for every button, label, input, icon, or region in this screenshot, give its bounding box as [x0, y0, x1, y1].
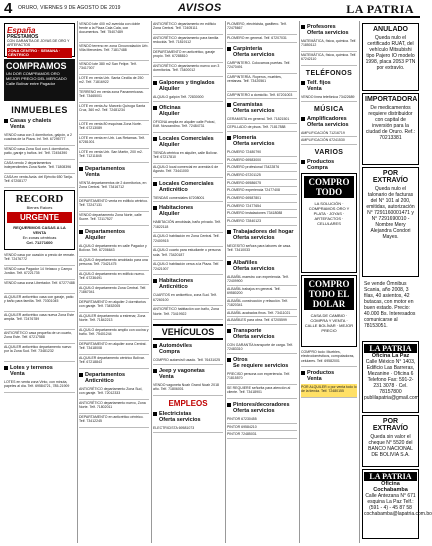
notice-body: Se vende Ómnibus Scania, año 2008, 3 filas, 40 asientos, 42 butacas, con motor en buen estado. Precio: 40.000 Bs. Interesados comunicarse al 78153051. — [364, 281, 416, 329]
classified-ad: VENDO terreno en zona Circunvalación Urb. Villa Mercedes. Telf. 71817488 — [79, 43, 149, 61]
bullet-square-icon — [301, 25, 305, 29]
office-name: Oficina La Paz — [371, 353, 410, 359]
bullet-square-icon — [79, 230, 83, 234]
classified-ad: ALQUILER anticrético casa con garaje, patio y baño para familia. Telf. 70301045 — [4, 294, 75, 312]
bullet-square-icon — [4, 119, 8, 123]
classified-ad: ALQUILER departamento céntrico Bolívar. Telf. 67218843 — [79, 355, 149, 369]
classified-ad: PLOMERO 72840123 — [227, 218, 297, 226]
classified-ad: PLOMERO 67201125 — [227, 172, 297, 180]
classified-ad: DEPARTAMENTO en alquiler 2 dormitorios con garaje. Telf. 73452005 — [79, 299, 149, 313]
classified-ad: VENDO casa Zona Sud con 4 dormitorios, patio, garaje y baños. Inf. Telf. 72454390 — [4, 146, 75, 160]
bullet-square-icon — [227, 136, 231, 140]
classified-ad: CASA en venta Avda. del Ejército 650 Tarija. Telf. 67208177 — [4, 174, 75, 188]
classified-ad: ANTICRÉTICO departamento Zona Sud, con garaje. Telf. 72012333 — [79, 386, 149, 400]
category-galpones-alquiler: Galpones y tinglados Alquiler — [153, 80, 223, 92]
classified-ad: ALBAÑIL construcción y refacción. Telf. 71820341 — [227, 298, 297, 310]
classified-ad: ALQUILO habitación cerca a la Plaza. Telf. 72421007 — [153, 261, 223, 275]
classified-ad: POR ALQUILER o por venta todo lo de la tienda. Telf. 72480155 — [301, 384, 357, 398]
category-locales-anticretico: Locales Comerciales Anticrético — [153, 181, 223, 193]
classified-ad: PRECISO persona con experiencia. Telf. 71815570 — [227, 371, 297, 385]
category-carpinteria: Carpintería Oferta servicios — [227, 46, 297, 58]
notice-importadora — [362, 93, 419, 165]
category-automoviles-compra: Automóviles Compra — [153, 343, 223, 355]
ad-compramos-oro[interactable] — [4, 59, 75, 101]
ad-line: UN DOR COMPRAMOS ORO — [6, 71, 60, 76]
ad-compro-todo[interactable] — [301, 173, 357, 273]
classified-ad: LOTE en venta en Urb. Las Retamas. Telf. 67281001 — [79, 135, 149, 149]
classified-ad: CON GARANTÍA transporte de carga. Telf. 72483310 — [227, 342, 297, 354]
classified-ad: TERRENO en venta zona Panamericana. Telf. 73465001 — [79, 89, 149, 103]
classified-ad: CARPINTERÍA. Roperos, muebles, ventanas. Telf. 73420561 — [227, 74, 297, 92]
classified-ad: ALQUILO departamento en calle Pagador y Bolívar. Telf. 67206643 — [79, 243, 149, 257]
classified-ad: ALQUILER anticrético casa nueva Zona Este amplia. Telf. 72476789 — [4, 312, 75, 330]
bullet-square-icon — [153, 182, 157, 186]
classified-ad: ALBAÑIL trabajos en general. Telf. 69580200 — [227, 286, 297, 298]
classified-ad: PINTOR 69584210 — [227, 424, 297, 432]
classified-ad: DEPARTAMENTO en anticrético, garaje propio. Telf. 67288810 — [153, 49, 223, 63]
record-logo: RECORD — [15, 193, 64, 205]
classified-ad: AMPLIFICACIÓN 67241530 — [301, 137, 357, 145]
classified-ad: ALBAÑIL maestro con experiencia. Telf. 72409900 — [227, 274, 297, 286]
ad-line: REQUERIMOS CASAS A LA VENTA — [13, 225, 66, 235]
bullet-square-icon — [153, 412, 157, 416]
ad-compro-dolar[interactable] — [301, 275, 357, 347]
category-profesores: Profesores Oferta servicios — [301, 24, 357, 36]
column-3 — [153, 21, 223, 544]
bullet-square-icon — [227, 103, 231, 107]
classified-ad: DEPARTAMENTO en anticrético céntrico. Telf. 73412245 — [79, 414, 149, 428]
ad-record-bienes-raices[interactable] — [4, 190, 75, 250]
classified-ad: COMPRO automóvil usado. Telf. 76431025 — [153, 357, 223, 365]
notice-anulado — [362, 23, 419, 91]
bullet-square-icon — [153, 344, 157, 348]
section-inmuebles: INMUEBLES — [11, 105, 68, 115]
section-musica: MÚSICA — [313, 105, 344, 113]
classified-ad: ALQUILO cuarto para estudiante o persona sola. Telf. 73420187 — [153, 247, 223, 261]
bullet-square-icon — [301, 81, 305, 85]
category-pintores: Pintores/decoradores Oferta servicios — [227, 402, 297, 414]
category-amplificadores: Amplificadores Oferta servicios — [301, 116, 357, 128]
bullet-square-icon — [227, 358, 231, 362]
classified-ad: PLOMERO en general. Telf. 67207031 — [227, 35, 297, 43]
classified-ad: ALBAÑIL acabados finos. Telf. 73411021 — [227, 310, 297, 318]
category-habitaciones-alquiler: Habitaciones Alquiler — [153, 205, 223, 217]
bullet-square-icon — [153, 369, 157, 373]
classified-ad: OFICINA amplia en alquiler calle Potosí, Edif. Novoandino. Telf. 72484731 — [153, 119, 223, 133]
newspaper-brand: LA PATRIA — [346, 2, 414, 16]
record-sub: Bienes Raíces — [26, 205, 53, 210]
bullet-square-icon — [227, 47, 231, 51]
bullet-square-icon — [4, 366, 8, 370]
classified-ad: DEPARTAMENTO venta en edificio céntrico. Telf. 72247131 — [79, 198, 149, 212]
bullet-square-icon — [227, 261, 231, 265]
notice-body: Queda nulo el talonario de facturas del N° 101 al 200, emitidas, autorización N° 7291160001471 y N° 7291690010 - Nombre Mery Alejandra Condori Mayes. — [366, 186, 415, 240]
office-name: Oficina Cochabamba — [373, 481, 408, 493]
classified-ad: LOTE en venta Urb. San Martín, 200 m2. Telf. 71211845 — [79, 149, 149, 163]
ad-line: PRESTAMOS — [7, 34, 39, 40]
classified-ad: VENDO departamento Zona Norte, calle Sucre. Telf. 72117527 — [79, 212, 149, 226]
classified-ad: ANTICRÉTICO habitación con baño, Zona Norte. Telf. 73419922 — [153, 306, 223, 320]
classified-ad: MATEMÁTICA, física, química. Telf. 67242110 — [301, 52, 357, 66]
office-details: Calle México N° 1403, Edificio Las Barreras, Mezanine · Oficina 6 Telefono Fax: 591-2-231 3078 · Cel. 78157800 publilapatria@gmail.com — [364, 359, 419, 401]
classified-ad: VENDO lote 400 m2 avenida con doble frente a la Plaza Cala Cala, con documentos. Telf. 75407489 — [79, 21, 149, 43]
category-jeep-venta: Jeep y vagonetas Venta — [153, 368, 223, 380]
classified-ad: ANTICRÉTICO departamento nuevo, Zona Norte. Telf. 71802011 — [79, 400, 149, 414]
classified-ad: PINTOR 72485031 — [227, 431, 297, 439]
category-otros: Otros Se requiere servicios — [227, 357, 297, 369]
classified-ad: ALQUILO departamento Zona Central. Telf. 71867041 — [79, 285, 149, 299]
notice-venta-omnibus — [362, 279, 419, 339]
classified-ad: PLOMERO 69586075 — [227, 180, 297, 188]
ad-title: COMPRO TODO — [304, 176, 354, 198]
ad-bar: ZONA CENTRO · SEMANA · CÉNTRICO — [7, 48, 72, 58]
bullet-square-icon — [301, 117, 305, 121]
notice-body: Queda nulo el certificado RUAT, del vehículo Mitsubishi tipo Pajero IO modelo 1998, placa 2053 PTN por extravío. — [365, 35, 416, 71]
section-varios: VARIOS — [314, 149, 344, 157]
category-trabajadores-hogar: Trabajadores del hogar Oferta servicios — [227, 229, 297, 241]
office-details: Calle Antezana N° 671 esquina La Paz Telf.: (591 - 4) - 45 87 58 cochabamba@lapatria.com.bo — [364, 493, 432, 517]
section-vehiculos: VEHÍCULOS — [153, 324, 223, 340]
category-departamentos-anticretico: Departamentos Anticrético — [79, 372, 149, 384]
classified-ad: ALQUILER anticrético departamento nuevo por la Zona Sud. Telf. 73481232 — [4, 344, 75, 362]
ad-phone: Cel. 71271600 — [26, 240, 53, 245]
la-patria-logo: LA PATRIA — [364, 344, 417, 353]
column-2 — [79, 21, 149, 544]
ad-line: MEJOR PRECIO DEL MERCADO — [6, 76, 67, 81]
bullet-square-icon — [227, 230, 231, 234]
ad-body: LA SOLUCIÓN · COMPRAMOS ORO Y PLATA · JOYAS · ARTEFACTOS · CELULARES — [308, 201, 350, 227]
page-header — [0, 0, 420, 18]
category-electricistas: Electricistas Oferta servicios — [153, 411, 223, 423]
category-departamentos-alquiler: Departamentos Alquiler — [79, 229, 149, 241]
classified-ad: DEPARTAMENTO en alquiler zona Central. Telf. 73418008 — [79, 341, 149, 355]
classified-ad: CARPINTERO. Colocamos puertas. Telf. 72470491 — [227, 60, 297, 74]
classified-ad: CASA vendo 2 departamentos independientes Zona Norte. Telf. 71808396 — [4, 160, 75, 174]
classified-ad: COMPRO todo: Muebles, electrodomésticos, computadoras, celulares. Telf. 69582001 — [301, 349, 357, 367]
bullet-square-icon — [79, 167, 83, 171]
bullet-square-icon — [153, 279, 157, 283]
classified-ad: TIENDAS comerciales 67208001 — [153, 195, 223, 203]
classified-ad: VENDO casa Pagador 14 Velasco y Campo Jordán. Telf. 67221735 — [4, 266, 75, 280]
classified-ad: VENDO casa con 3 dormitorios, galpón, a 2 cuadras de la Plaza. Inf. Telf. 67295777 — [4, 132, 75, 146]
ad-title: COMPRO TODO EL DOLAR — [304, 278, 354, 310]
bullet-square-icon — [153, 81, 157, 85]
bullet-square-icon — [227, 329, 231, 333]
ad-la-patria-la-paz — [362, 341, 419, 413]
category-productos-venta: Productos Venta — [301, 370, 357, 382]
classified-ad: ANTICRÉTICO departamento en edificio Zona Central. Telf. 72405111 — [153, 21, 223, 35]
classified-ad: ALQUILO departamento amplio con cocina y baño. Telf. 75401244 — [79, 327, 149, 341]
notice-title: IMPORTADORA — [365, 96, 418, 103]
bullet-square-icon — [153, 206, 157, 210]
classified-ad: LOTE en venta 80 esquinas Zona Norte. Telf. 67213089 — [79, 121, 149, 135]
bullet-square-icon — [153, 137, 157, 141]
category-productos-compra: Productos Compra — [301, 159, 357, 171]
classified-ad: VENDO línea telefónica 73422689 — [301, 94, 357, 102]
classified-ad: VENDO casa por ocasión a precio de remate. Telf. 72476772 — [4, 252, 75, 266]
ad-line: En zonas céntricas — [22, 235, 57, 240]
classified-ad: VENDO casa zona Libertador. Telf. 67277488 — [4, 280, 75, 294]
ad-la-patria-cochabamba — [362, 469, 432, 539]
ad-big-text: COMPRAMOS — [6, 61, 67, 71]
classified-ad: ALQUILER departamento a estrenar, Zona Norte. Telf. 71842213 — [79, 313, 149, 327]
notice-extravio-facturas — [362, 167, 419, 277]
classified-ad: MATEMÁTICA, física, química. Telf. 71850112 — [301, 38, 357, 52]
page-number: 4 — [4, 0, 13, 17]
classified-ad: PLOMERO 72477654 — [227, 203, 297, 211]
classified-ad: ANTICRÉTICO departamento para familia reducida. Telf. 71819112 — [153, 35, 223, 49]
classified-ad: ALQUILO galpón Telf. 72830000 — [153, 94, 223, 102]
bullet-square-icon — [153, 106, 157, 110]
category-transporte: Transporte Oferta servicios — [227, 328, 297, 340]
classified-ad: PINTOR 67230455 — [227, 416, 297, 424]
classified-ad: PLOMERO 72480790 — [227, 149, 297, 157]
category-departamentos-venta: Departamentos Venta — [79, 166, 149, 178]
section-title: AVISOS — [178, 2, 222, 14]
bullet-square-icon — [301, 371, 305, 375]
column-6 — [362, 21, 432, 544]
classified-ad: ALQUILO departamento en edificio nuevo. Telf. 67236491 — [79, 271, 149, 285]
classified-ad: LOTES en venta zona Vinto, con minuta, papeles al día. Telf. 69584721, 785-21909 — [4, 379, 75, 393]
ad-line: Calle Bolívar entre Pagador — [6, 81, 56, 86]
classified-ad: PLOMERO 69587801 — [227, 195, 297, 203]
classified-ad: ALQUILO local comercial en avenida 6 de Agosto. Telf. 73441000 — [153, 164, 223, 178]
classified-ad: SE REQUIERE señorita para atención al cliente. Telf. 73418901 — [227, 385, 297, 399]
section-telefonos: TELÉFONOS — [305, 70, 353, 77]
notice-body: De medicamentos requiere distribuidor con capital de inversión para la ciudad de Oruro. Ref.: 70213381 — [365, 105, 416, 141]
classified-ad: CARPINTERO a domicilio. Telf. 67201003 — [227, 92, 297, 100]
classified-ad: PLOMERO, electricista, gasfitero. Telf. 72475667 — [227, 21, 297, 35]
la-patria-logo: LA PATRIA — [364, 472, 417, 481]
classified-ad: NECESITO señora para labores de casa. Telf. 73410033 — [227, 243, 297, 257]
notice-title: POR EXTRAVÍO — [372, 418, 409, 432]
classified-ad: PLOMERO profesional 73422876 — [227, 164, 297, 172]
classified-ad: CEPILLADO de pisos. Telf. 71817888 — [227, 124, 297, 132]
category-casas-venta: Casas y chalets Venta — [4, 118, 75, 130]
category-oficinas-alquiler: Oficinas Alquiler — [153, 105, 223, 117]
classified-ad: PLOMERO 69583000 — [227, 157, 297, 165]
column-4 — [227, 21, 297, 544]
notice-title: ANULADO — [373, 26, 408, 33]
classified-ad: ANTICRÉTICO casa pequeña de un cuarto, Zona Este. Telf. 67217588 — [4, 330, 75, 344]
classified-ad: AMPLIFICACIÓN 71216719 — [301, 130, 357, 138]
category-plomeria: Plomería Oferta servicios — [227, 135, 297, 147]
classified-ad: LOTE en venta Urb. Santa Cecilia de 250 m2. Telf. 71816922 — [79, 75, 149, 89]
notice-title: POR EXTRAVÍO — [372, 170, 409, 184]
category-locales-alquiler: Locales Comerciales Alquiler — [153, 136, 223, 148]
ad-body: CASA DE CAMBIO · COMPRA Y VENTA · CALLE BOLÍVAR · MEJOR PRECIO — [304, 313, 354, 334]
column-5 — [301, 21, 357, 544]
notice-body: Queda sin valor el cheque N° 5520 del BANCO NACIONAL DE BOLIVIA S.A. — [368, 434, 413, 458]
urgente-banner: URGENTE — [7, 212, 72, 223]
classified-ad: LOTE en venta Av. Marcelo Quiroga Santa Cruz, 360 m2. Telf. 72481234 — [79, 103, 149, 121]
section-empleos: EMPLEOS — [168, 399, 208, 409]
bullet-square-icon — [301, 160, 305, 164]
classified-ad: CERAMISTA en general. Telf. 71821501 — [227, 116, 297, 124]
bullet-square-icon — [79, 373, 83, 377]
category-lotes-venta: Lotes y terrenos Venta — [4, 365, 75, 377]
classified-ad: PLOMERO instalaciones 73418088 — [227, 210, 297, 218]
classified-ad: VENDO vagoneta Noah Grand Noah 2018 año. Telf. 71806001 — [153, 382, 223, 396]
classified-ad: HABITACIÓN amoblada, baño privado. Telf. 71822118 — [153, 219, 223, 233]
classified-ad: VENTA departamentos de 2 dormitorios, en Zona Central. Telf. 73416712 — [79, 180, 149, 198]
notice-extravio-cheque — [362, 415, 419, 467]
category-habitaciones-anticretico: Habitaciones Anticrético — [153, 278, 223, 290]
column-1 — [4, 21, 75, 544]
category-ceramistas: Ceramistas Oferta servicios — [227, 102, 297, 114]
classified-ad: PLOMERO experiencia 72477408 — [227, 187, 297, 195]
classified-ad: ANTICRÉTICO departamento nuevo con 3 dormitorios. Telf. 73400012 — [153, 63, 223, 77]
classified-ad: ELECTRICISTA 69581073 — [153, 425, 223, 433]
ad-espana-prestamos[interactable] — [4, 23, 75, 57]
classified-ad: TIENDA céntrica en alquiler, calle Bolívar. Telf. 67217810 — [153, 150, 223, 164]
category-albaniles: Albañiles Oferta servicios — [227, 260, 297, 272]
classified-ad: ALBAÑILES para obra. Telf. 67205599 — [227, 317, 297, 325]
classified-ad: CUARTOS en anticrético, zona Sud. Telf. 67260100 — [153, 292, 223, 306]
classified-ad: ALQUILO habitación en Zona Central. Telf. 72400915 — [153, 233, 223, 247]
espana-logo: España — [7, 26, 36, 35]
classified-ad: VENDO lote 380 m2 San Felipe. Telf. 73417007 — [79, 61, 149, 75]
page-date: ORURO, VIERNES 9 DE AGOSTO DE 2019 — [18, 5, 121, 11]
category-telefonos-fijos: Telf. fijos Venta — [301, 80, 357, 92]
classified-ad: ALQUILO departamento amoblado para una persona. Telf. 73421475 — [79, 257, 149, 271]
bullet-square-icon — [227, 403, 231, 407]
ad-line: CON GARANTÍA DE JOYAS DE ORO Y ARTEFACTOS — [7, 39, 70, 47]
